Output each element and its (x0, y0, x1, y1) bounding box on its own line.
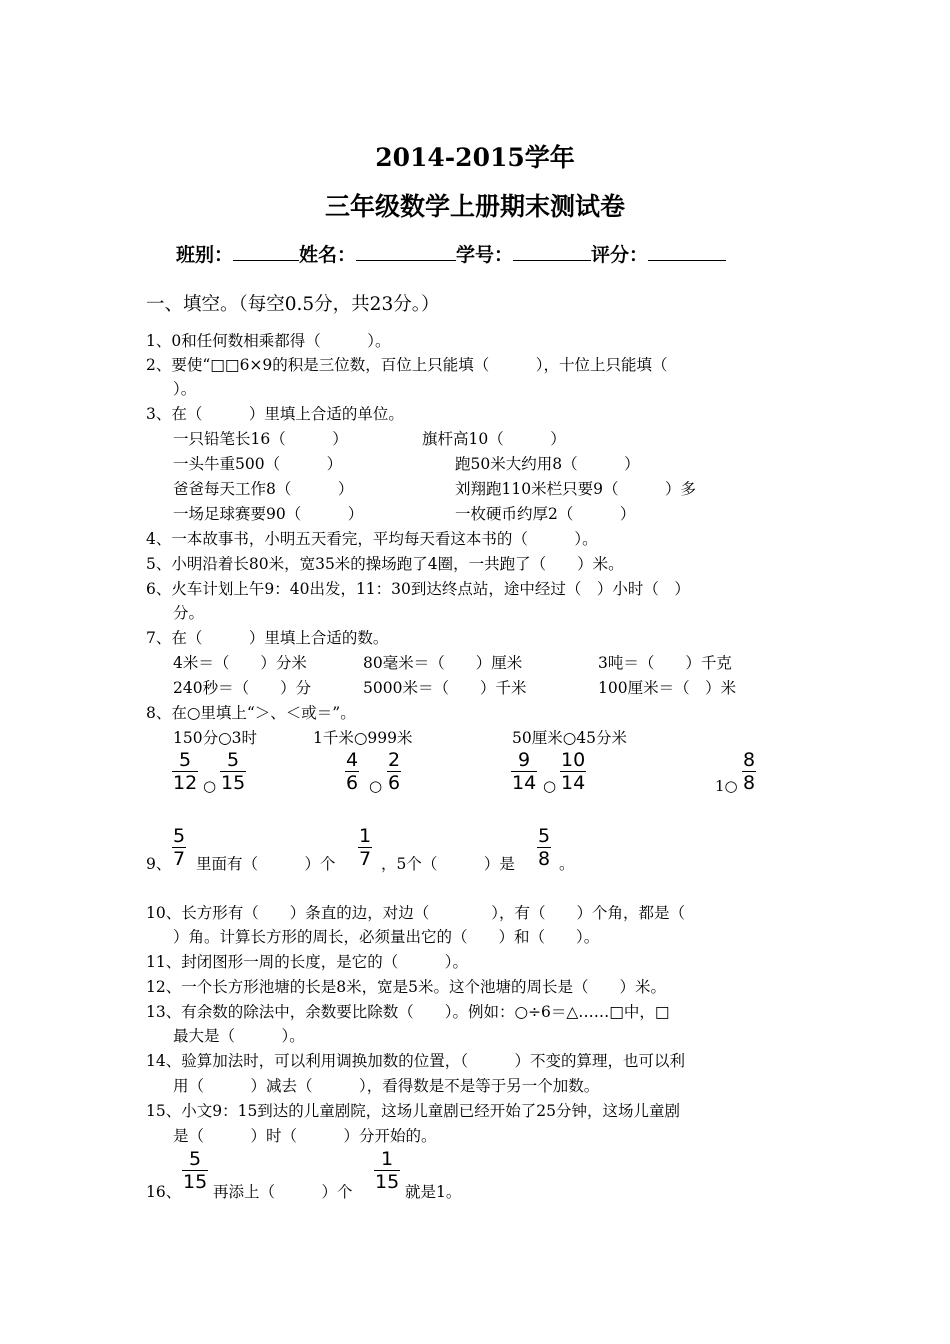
question-7-item: 3吨＝（ ）千克 (598, 654, 732, 672)
question-11: 11、封闭图形一周的长度，是它的（ ）。 (146, 953, 468, 971)
question-12: 12、一个长方形池塘的长是8米，宽是5米。这个池塘的周长是（ ）米。 (146, 978, 666, 996)
fraction: $\frac{5}{8}$ (538, 825, 551, 870)
score-label: 评分： (591, 244, 649, 266)
question-5: 5、小明沿着长80米，宽35米的操场跑了4圈，一共跑了（ ）米。 (146, 555, 624, 573)
question-16-text: 再添上（ ）个 (213, 1183, 353, 1201)
question-9-text: 里面有（ ）个 (196, 855, 336, 873)
question-10-line2: ）角。计算长方形的周长，必须量出它的（ ）和（ ）。 (173, 928, 600, 946)
question-2-line2: ）。 (173, 380, 197, 398)
question-3-item: 一头牛重500（ ） (173, 455, 343, 473)
question-13-line2: 最大是（ ）。 (173, 1027, 305, 1045)
question-7-item: 5000米＝（ ）千米 (363, 679, 527, 697)
question-10-line1: 10、长方形有（ ）条直的边，对边（ ），有（ ）个角，都是（ (146, 904, 685, 922)
fraction: $\frac{9}{14}$ (512, 749, 537, 794)
question-9-number: 9、 (146, 855, 172, 873)
compare-one: 1○ (715, 777, 738, 795)
question-3: 3、在（ ）里填上合适的单位。 (146, 405, 404, 423)
class-label: 班别： (176, 244, 234, 266)
compare-circle[interactable]: ○ (203, 777, 217, 795)
page-title: 三年级数学上册期末测试卷 (324, 192, 625, 221)
question-13-line1: 13、有余数的除法中，余数要比除数（ ）。例如：○÷6＝△……□中，□ (146, 1003, 670, 1021)
question-8: 8、在○里填上“＞、＜或＝”。 (146, 704, 356, 722)
fraction: $\frac{1}{15}$ (375, 1148, 400, 1193)
question-8-item: 1千米○999米 (313, 729, 413, 747)
question-9-text: ，5个（ ）是 (381, 855, 515, 873)
fraction: $\frac{8}{8}$ (743, 749, 756, 794)
question-7-item: 240秒＝（ ）分 (173, 679, 312, 697)
question-2-line1: 2、要使“□□6×9的积是三位数，百位上只能填（ ），十位上只能填（ (146, 356, 668, 374)
question-7: 7、在（ ）里填上合适的数。 (146, 629, 389, 647)
question-7-item: 80毫米＝（ ）厘米 (363, 654, 523, 672)
student-info-line (176, 240, 726, 267)
question-8-item: 50厘米○45分米 (512, 729, 627, 747)
fraction: $\frac{1}{7}$ (359, 825, 372, 870)
section-heading: 一、填空。（每空0.5分，共23分。） (146, 294, 440, 315)
compare-circle[interactable]: ○ (724, 777, 738, 795)
question-9-text: 。 (559, 855, 575, 873)
fraction: $\frac{10}{14}$ (561, 749, 586, 794)
question-3-item: 一只铅笔长16（ ） (173, 430, 348, 448)
student-number-label: 学号： (456, 244, 514, 266)
question-3-item: 一场足球赛要90（ ） (173, 505, 364, 523)
question-6-line1: 6、火车计划上午9：40出发，11：30到达终点站，途中经过（ ）小时（ ） (146, 580, 690, 598)
question-15-line1: 15、小文9：15到达的儿童剧院，这场儿童剧已经开始了25分钟，这场儿童剧 (146, 1102, 681, 1120)
class-blank[interactable] (233, 242, 299, 261)
fraction: $\frac{5}{15}$ (221, 749, 246, 794)
question-3-item: 旗杆高10（ ） (422, 430, 566, 448)
question-1: 1、0和任何数相乘都得（ ）。 (146, 332, 391, 350)
question-14-line1: 14、验算加法时，可以利用调换加数的位置，（ ）不变的算理，也可以利 (146, 1052, 685, 1070)
question-4: 4、一本故事书，小明五天看完，平均每天看这本书的（ ）。 (146, 530, 598, 548)
fraction: $\frac{2}{6}$ (388, 749, 401, 794)
question-7-item: 100厘米＝（ ）米 (598, 679, 737, 697)
fraction: $\frac{5}{15}$ (183, 1148, 208, 1193)
student-number-blank[interactable] (513, 242, 591, 261)
question-16-text: 就是1。 (405, 1183, 462, 1201)
question-3-item: 一枚硬币约厚2（ ） (455, 505, 636, 523)
question-3-item: 跑50米大约用8（ ） (455, 455, 640, 473)
name-label: 姓名： (299, 244, 357, 266)
question-16-number: 16、 (146, 1183, 182, 1201)
question-8-item: 150分○3时 (173, 729, 257, 747)
question-6-line2: 分。 (173, 604, 205, 622)
title-year: 2014-2015学年 (375, 143, 575, 172)
question-15-line2: 是（ ）时（ ）分开始的。 (173, 1127, 437, 1145)
question-3-item: 刘翔跑110米栏只要9（ ）多 (455, 480, 696, 498)
compare-circle[interactable]: ○ (543, 777, 557, 795)
fraction: $\frac{5}{12}$ (173, 749, 198, 794)
score-blank[interactable] (648, 242, 726, 261)
compare-circle[interactable]: ○ (369, 777, 383, 795)
question-7-item: 4米＝（ ）分米 (173, 654, 307, 672)
fraction: $\frac{5}{7}$ (173, 825, 186, 870)
name-blank[interactable] (356, 242, 456, 261)
question-3-item: 爸爸每天工作8（ ） (173, 480, 354, 498)
question-14-line2: 用（ ）减去（ ），看得数是不是等于另一个加数。 (173, 1077, 600, 1095)
fraction: $\frac{4}{6}$ (346, 749, 359, 794)
